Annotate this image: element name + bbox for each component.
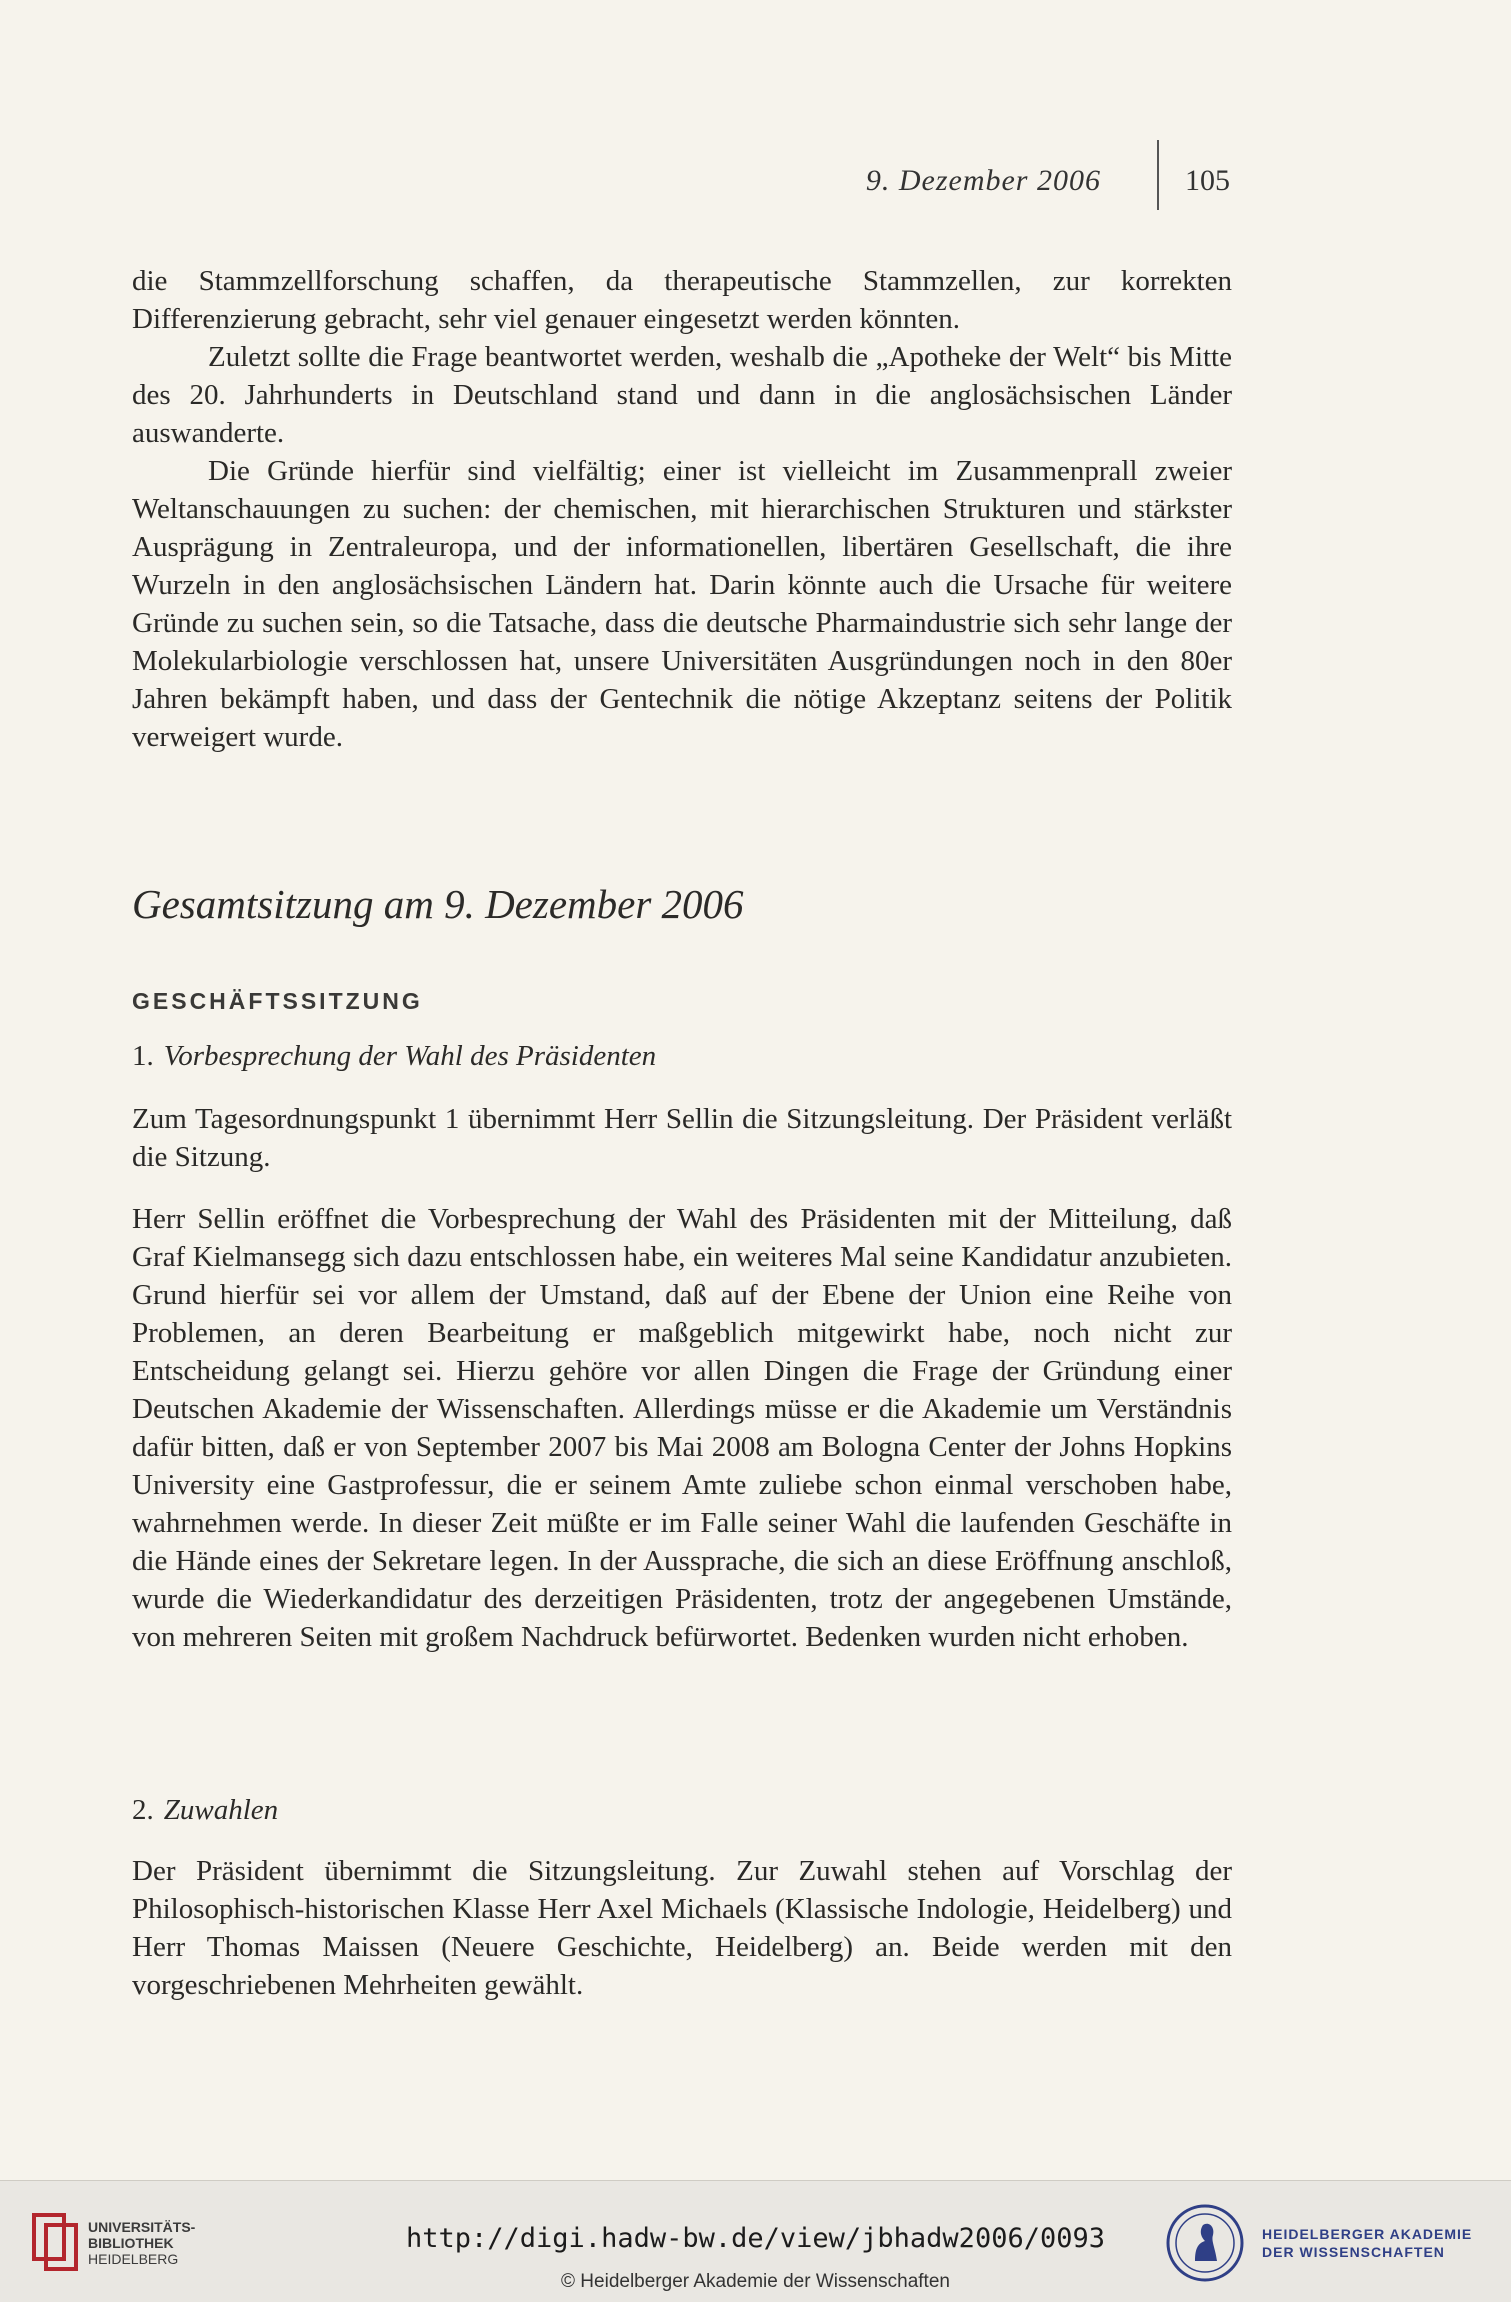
item-number: 1. (132, 1040, 154, 1072)
permalink[interactable]: http://digi.hadw-bw.de/view/jbhadw2006/0093 (406, 2223, 1105, 2254)
paragraph: Herr Sellin eröffnet die Vorbesprechung der Wahl des Präsidenten mit der Mitteilung, daß Graf Kielmansegg sich dazu entschlossen habe, ein weiteres Mal seine Kandidatur anzubieten. Grund hierfür sei vor allem der Umstand, daß auf der Ebene der Union eine Reihe von Problemen, an deren Bearbeitung er maßgeblich mitgewirkt habe, noch nicht zur Entscheidung gelangt sei. Hierzu gehöre vor allen Dingen die Frage der Gründung einer Deutschen Akademie der Wissenschaften. Allerdings müsse er die Akademie um Verständnis dafür bitten, daß er von September 2007 bis Mai 2008 am Bologna Center der Johns Hopkins University eine Gastprofessur, die er seinem Amte zuliebe schon einmal verschoben habe, wahrnehmen werde. In dieser Zeit müßte er im Falle seiner Wahl die laufenden Geschäfte in die Hände eines der Sekretare legen. In der Aussprache, die sich an diese Eröffnung anschloß, wurde die Wiederkandidatur des derzeitigen Präsidenten, trotz der angegebenen Umstände, von mehreren Seiten mit großem Nachdruck befürwortet. Bedenken wurden nicht erhoben. (132, 1203, 1232, 1653)
paragraph: Der Präsident übernimmt die Sitzungsleitung. Zur Zuwahl stehen auf Vorschlag der Philosophisch-historischen Klasse Herr Axel Michaels (Klassische Indologie, Heidelberg) und Herr Thomas Maissen (Neuere Geschichte, Heidelberg) an. Beide werden mit den vorgeschriebenen Mehrheiten gewählt. (132, 1855, 1232, 2001)
item-title: Vorbesprechung der Wahl des Präsidenten (163, 1040, 657, 1072)
running-head (0, 160, 1511, 200)
paragraph: Die Gründe hierfür sind vielfältig; einer ist vielleicht im Zusammenprall zweier Weltanschauungen zu suchen: der chemischen, mit hierarchischen Strukturen und stärkster Ausprägung in Zentraleuropa, und der informationellen, libertären Gesellschaft, die ihre Wurzeln in den anglosächsischen Ländern hat. Darin könnte auch die Ursache für weitere Gründe zu suchen sein, so die Tatsache, dass die deutsche Pharmaindustrie sich sehr lange der Molekularbiologie verschlossen hat, unsere Universitäten Ausgründungen noch in den 80er Jahren bekämpft haben, und dass der Gentechnik die nötige Akzeptanz seitens der Politik verweigert wurde. (132, 455, 1232, 753)
body-text-block (132, 262, 1232, 756)
digitization-footer (0, 2180, 1511, 2302)
hadw-name: HEIDELBERGER AKADEMIE DER WISSENSCHAFTEN (1262, 2226, 1473, 2260)
item-title: Zuwahlen (163, 1794, 279, 1826)
paragraph: Zuletzt sollte die Frage beantwortet werden, weshalb die „Apotheke der Welt“ bis Mitte des 20. Jahrhunderts in Deutschland stand und dann in die anglosächsischen Länder auswanderte. (132, 341, 1232, 449)
item-text-block (132, 1100, 1232, 1176)
section-title: Gesamtsitzung am 9. Dezember 2006 (132, 881, 744, 927)
paragraph: Zum Tagesordnungspunkt 1 übernimmt Herr Sellin die Sitzungsleitung. Der Präsident verläßt die Sitzung. (132, 1103, 1232, 1173)
running-head-divider (1157, 140, 1159, 210)
ub-name: UNIVERSITÄTS- BIBLIOTHEK HEIDELBERG (88, 2219, 196, 2267)
running-head-title: 9. Dezember 2006 (865, 164, 1101, 197)
item-text-block (132, 1200, 1232, 1656)
page-number: 105 (1185, 164, 1230, 197)
item-text-block (132, 1852, 1232, 2004)
section-kicker: GESCHÄFTSSITZUNG (132, 988, 423, 1014)
copyright-notice: © Heidelberger Akademie der Wissenschaften (561, 2271, 950, 2292)
item-heading (132, 1040, 656, 1073)
item-number: 2. (132, 1794, 154, 1826)
item-heading (132, 1794, 278, 1827)
paragraph: die Stammzellforschung schaffen, da therapeutische Stammzellen, zur korrekten Differenzierung gebracht, sehr viel genauer eingesetzt werden könnten. (132, 265, 1232, 335)
hadw-seal-icon (1165, 2203, 1245, 2283)
